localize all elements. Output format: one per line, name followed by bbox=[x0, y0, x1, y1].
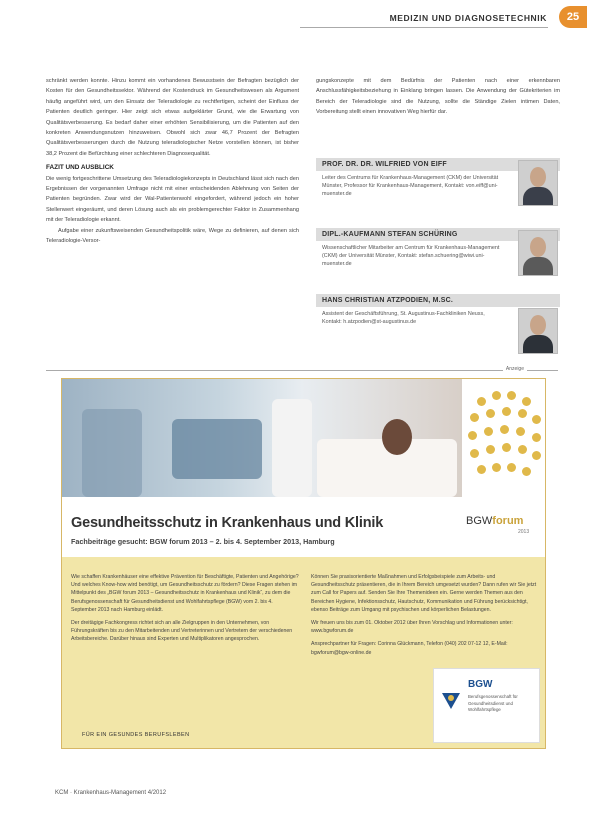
article-paragraph: Die wenig fortgeschrittene Umsetzung des Teleradiologiekonzepts in Deutschland lässt sich nach den Ergebnissen der vorgenannten Umfrage nicht mit einer entscheidenden Ablehnung von Seiten der Patienten begründen. Zwar wird der Wal-Patientenwohl eingefordert, während jedoch ein hoher Stellenwert eingeräumt, und deren Lösung auch als ein problemgerechter Faktor in Zusammenhang mit der Teleradiologie erkannt. bbox=[46, 175, 299, 224]
bgw-logo-box bbox=[433, 668, 540, 743]
ad-label: Anzeige bbox=[503, 366, 527, 372]
bgw-forum-year: 2013 bbox=[518, 529, 530, 535]
article-left-column bbox=[46, 76, 299, 247]
author-entry bbox=[316, 158, 560, 201]
ad-left-text bbox=[71, 573, 299, 649]
author-description: Leiter des Centrums für Krankenhaus-Management (CKM) der Universität Münster, Professor für Krankenhaus-Management, Kontakt: von.eiff@uni-muenster.de bbox=[322, 175, 499, 197]
ad-paragraph: Der dreitägige Fachkongress richtet sich an alle Zielgruppen in den Unternehmen, von Führungskräften bis zu den Mitarbeitenden und Vertreterinnen und Vertretern der verschiedenen Arbeitsbereiche. Darüber hinaus sind Experten und Multiplikatoren angesprochen. bbox=[71, 620, 293, 643]
author-description: Wissenschaftlicher Mitarbeiter am Centrum für Krankenhaus-Management (CKM) der Universität Münster, Kontakt: stefan.schuering@wiwi.uni-muenster.de bbox=[322, 245, 500, 267]
ad-paragraph: Wir freuen uns bis zum 01. Oktober 2012 über Ihren Vorschlag und Informationen unter: www.bgwforum.de bbox=[311, 620, 513, 635]
article-paragraph: Aufgabe einer zukunftsweisenden Gesundheitspolitik wäre, Wege zu definieren, auf denen sich Teleradiologie-Versor- bbox=[46, 227, 299, 245]
author-box bbox=[316, 158, 560, 356]
ad-footer-slogan: FÜR EIN GESUNDES BERUFSLEBEN bbox=[82, 732, 190, 738]
ad-rule bbox=[46, 370, 558, 371]
header-rule bbox=[300, 27, 548, 28]
bgw-forum-dots bbox=[462, 379, 546, 497]
bgw-emblem-icon bbox=[440, 689, 462, 711]
ad-right-text bbox=[311, 573, 539, 662]
bgw-description: Berufsgenossenschaft für Gesundheitsdienst und Wohlfahrtspflege bbox=[468, 694, 518, 712]
article-paragraph: gungskonzepte mit dem Bedürfnis der Patienten nach einer erkennbaren Anschlussfähigkeitsbeziehung in Einklang bringen lassen. Die Anwendung der Gütekriterien im Bereich der Teleradiologie sind die Nutzung, sollte die Ständige Zielen intimen Daten, Vorbereitung stellt einen innovativen Weg hierfür dar. bbox=[316, 78, 560, 116]
author-description: Assistent der Geschäftsführung, St. Augustinus-Fachkliniken Neuss, Kontakt: h.atzpodien@st-augustinus.de bbox=[322, 311, 485, 325]
ad-title: Gesundheitsschutz in Krankenhaus und Klinik bbox=[71, 515, 384, 531]
article-right-column bbox=[316, 76, 560, 118]
advertisement[interactable] bbox=[61, 378, 546, 749]
ad-paragraph: Ansprechpartner für Fragen: Corinna Glückmann, Telefon (040) 202 07-12 12, E-Mail: bgwforum@bgw-online.de bbox=[311, 641, 508, 656]
author-portrait bbox=[518, 160, 558, 206]
author-entry bbox=[316, 294, 560, 329]
bgw-forum-logo: BGWforum bbox=[466, 515, 524, 527]
article-paragraph: schränkt werden konnte. Hinzu kommt ein vorhandenes Bewusstsein der Befragten bezüglich der Kosten für den Gesundheitssektor. Während der Kostendruck im Gesundheitswesen als Argument häufig angeführt wird, um den Einsatz der Teleradiologie zu rechtfertigen, scheint der Einfluss der Patienten deutlich geringer. Hier zeigt sich etwas aufgeklärter Grund, wie die Erwartung von Qualitätsverbesserung. Es bedarf daher einer erhöhten Sensibilisierung, um die Patienten auf den konkreten Anwendungsnutzen hinzuweisen. Obwohl sich zwar 46,7 Prozent der Befragten Qualitätsverbesserungen durch die Nutzung teleradiologischer Netze vorstellen können, ist bisher 38,2 Prozent die Befürchtung einer schlechteren Diagnosequalität. bbox=[46, 78, 299, 157]
ad-paragraph: Können Sie praxisorientierte Maßnahmen und Erfolgsbeispiele zum Arbeits- und Gesundheitsschutz präsentieren, die in Ihrem Bereich umgesetzt wurden? Dann rufen wir Sie jetzt zum Call for Papers auf. Senden Sie Ihre Themenideen ein. Gerne werden Themen aus den Bereichen Hygiene, Infektionsschutz, Hautschutz, Kommunikation und Führung berücksichtigt, ebenso Beiträge zum Umgang mit psychischen und körperlichen Belastungen. bbox=[311, 574, 537, 613]
author-entry bbox=[316, 228, 560, 271]
page-footer: KCM · Krankenhaus-Management 4/2012 bbox=[55, 790, 167, 796]
ad-subtitle: Fachbeiträge gesucht: BGW forum 2013 – 2. bis 4. September 2013, Hamburg bbox=[71, 537, 335, 546]
author-name: PROF. DR. DR. WILFRIED VON EIFF bbox=[316, 158, 560, 171]
ad-paragraph: Wie schaffen Krankenhäuser eine effektive Prävention für Beschäftigte, Patienten und Angehörige? Und welches Know-how wird benötigt, um Gesundheitsschutz zu fördern? Diese Fragen stehen im Mittelpunkt des „BGW forum 2013 – Gesundheitsschutz in Krankenhaus und Klinik“, zu dem die Berufsgenossenschaft für Gesundheitsdienst und Wohlfahrtspflege (BGW) vom 2. bis 4. September 2013 nach Hamburg einlädt. bbox=[71, 574, 299, 613]
article-subhead: FAZIT UND AUSBLICK bbox=[46, 164, 114, 172]
author-portrait bbox=[518, 230, 558, 276]
author-name: HANS CHRISTIAN ATZPODIEN, M.SC. bbox=[316, 294, 560, 307]
hospital-photo bbox=[62, 379, 462, 497]
bgw-name: BGW bbox=[468, 679, 493, 690]
author-portrait bbox=[518, 308, 558, 354]
page-number-badge: 25 bbox=[559, 6, 587, 28]
section-title: MEDIZIN UND DIAGNOSETECHNIK bbox=[389, 13, 547, 23]
author-name: DIPL.-KAUFMANN STEFAN SCHÜRING bbox=[316, 228, 560, 241]
